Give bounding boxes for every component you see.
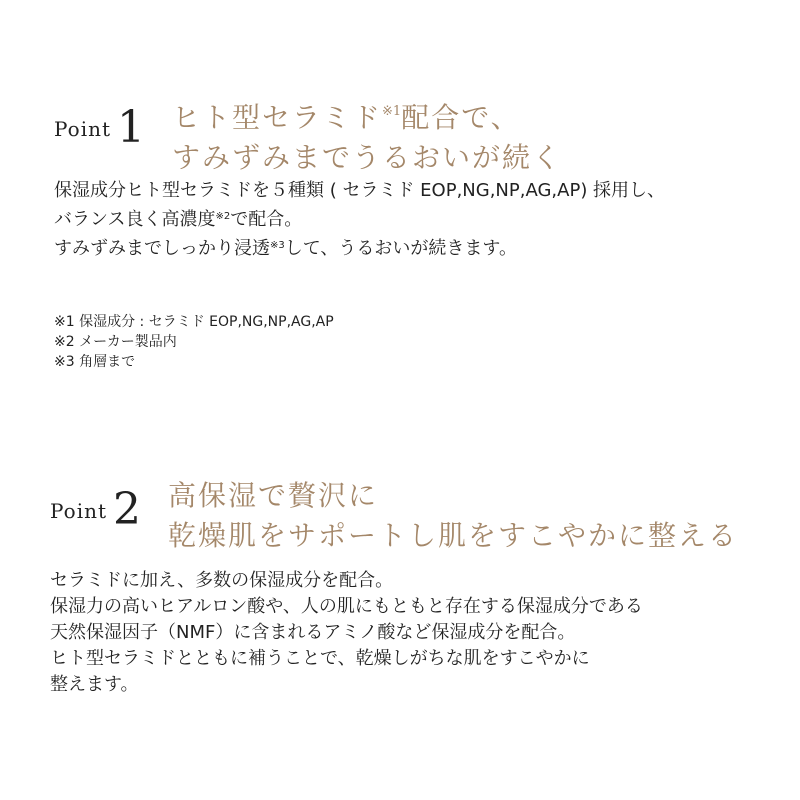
body-line: 保湿力の高いヒアルロン酸や、人の肌にもともと存在する保湿成分である — [50, 596, 643, 617]
heading-line-1: 高保湿で贅沢に — [168, 479, 379, 512]
point-word: Point — [54, 117, 112, 141]
body-line: セラミドに加え、多数の保湿成分を配合。 — [50, 570, 394, 591]
footnote-marker: ※1 — [382, 104, 402, 119]
body-line: 保湿成分ヒト型セラミドを５種類 ( セラミド EOP,NG,NP,AG,AP) 採用し、 — [54, 180, 666, 201]
body-line: バランス良く高濃度$^{※2}$で配合。 — [54, 209, 303, 230]
heading-line-2: 乾燥肌をサポートし肌をすこやかに整える — [168, 519, 739, 552]
point-1-heading — [172, 92, 562, 178]
body-line: 天然保湿因子（NMF）に含まれるアミノ酸など保湿成分を配合。 — [50, 622, 576, 643]
point-2-heading — [168, 476, 738, 556]
footnote-marker: ※2 — [215, 211, 231, 222]
heading-line-2: すみずみまでうるおいが続く — [172, 141, 563, 174]
point-number: 2 — [113, 484, 142, 535]
point-1-body — [54, 178, 665, 262]
point-1-footnotes — [54, 312, 334, 372]
body-line: すみずみまでしっかり浸透$^{※3}$して、うるおいが続きます。 — [54, 238, 517, 259]
footnote: ※2 メーカー製品内 — [54, 334, 177, 350]
footnote: ※1 保湿成分 : セラミド EOP,NG,NP,AG,AP — [54, 314, 334, 330]
point-2-label — [50, 478, 142, 535]
body-line: ヒト型セラミドとともに補うことで、乾燥しがちな肌をすこやかに — [50, 648, 590, 669]
point-word: Point — [50, 499, 108, 523]
point-2-body — [50, 568, 643, 698]
footnote: ※3 角層まで — [54, 354, 136, 370]
body-line: 整えます。 — [50, 674, 139, 695]
point-1-label — [54, 96, 146, 153]
heading-line-1: ヒト型セラミド$^{※1}$配合で、 — [172, 101, 521, 134]
footnote-marker: ※3 — [270, 240, 285, 251]
point-number: 1 — [117, 102, 146, 153]
